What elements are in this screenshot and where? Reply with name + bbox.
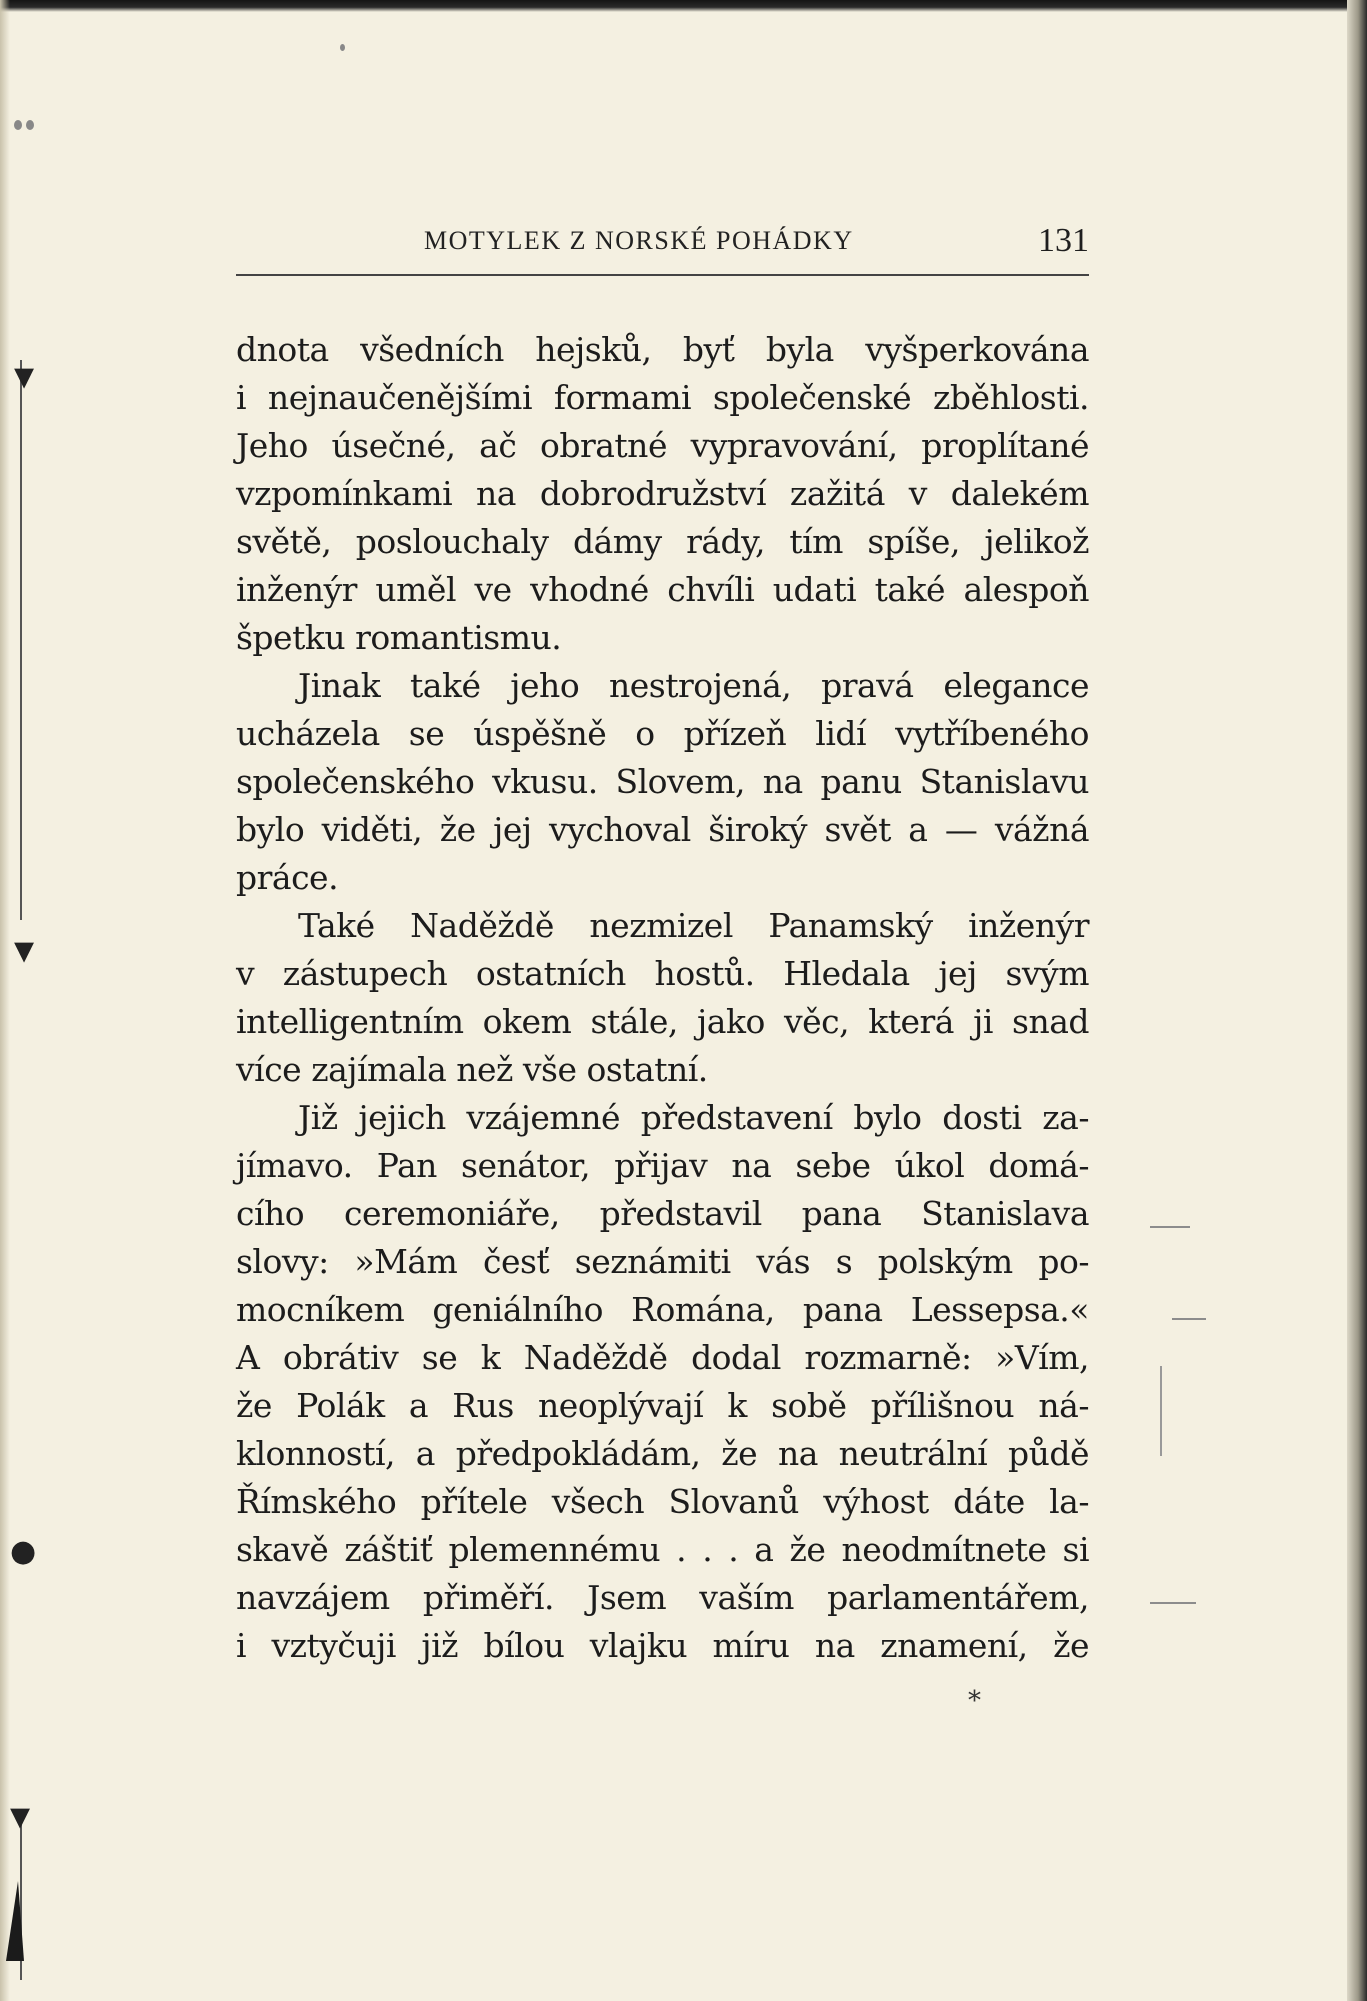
text-line: intelligentním okem stále, jako věc, která ji snad: [236, 1002, 1089, 1041]
text-line: dnota všedních hejsků, byť byla vyšperkována: [236, 330, 1089, 369]
text-line: i vztyčuji již bílou vlajku míru na znamení, že: [236, 1626, 1089, 1665]
text-line: práce.: [236, 858, 339, 897]
text-line: slovy: »Mám česť seznámiti vás s polským po-: [236, 1242, 1089, 1281]
text-line: skavě záštiť plemennému . . . a že neodmítnete si: [236, 1530, 1089, 1569]
text-line: Již jejich vzájemné představení bylo dosti za-: [298, 1098, 1089, 1137]
margin-pin-mark: ▾: [10, 1793, 31, 1839]
text-line: cího ceremoniáře, představil pana Stanislava: [236, 1194, 1089, 1233]
margin-dot: [340, 44, 345, 51]
text-line: Jeho úsečné, ač obratné vypravování, proplítané: [236, 426, 1089, 465]
text-line: společenského vkusu. Slovem, na panu Stanislavu: [236, 762, 1089, 801]
header-rule: [236, 274, 1089, 276]
right-margin-dash: [1172, 1318, 1206, 1320]
right-margin-dash: [1150, 1602, 1196, 1604]
corner-tear-mark: [4, 1871, 34, 1961]
text-line: že Polák a Rus neoplývají k sobě přílišnou ná-: [236, 1386, 1089, 1425]
running-title: MOTYLEK Z NORSKÉ POHÁDKY: [424, 226, 854, 255]
margin-pin-mark: ▾: [14, 927, 35, 973]
text-line: Také Naděždě nezmizel Panamský inženýr: [298, 906, 1089, 945]
text-line: navzájem přiměří. Jsem vaším parlamentářem,: [236, 1578, 1089, 1617]
scan-top-edge: [0, 0, 1367, 12]
text-line: více zajímala než vše ostatní.: [236, 1050, 708, 1089]
body-text: [236, 326, 1089, 1670]
text-line: jímavo. Pan senátor, přijav na sebe úkol domá-: [236, 1146, 1089, 1185]
text-line: Římského přítele všech Slovanů výhost dáte la-: [236, 1482, 1089, 1521]
text-line: vzpomínkami na dobrodružství zažitá v dalekém: [236, 474, 1089, 513]
text-line: ucházela se úspěšně o přízeň lidí vytříbeného: [236, 714, 1089, 753]
margin-pin-mark: ▾: [14, 353, 35, 399]
right-margin-rule: [1160, 1366, 1162, 1456]
text-line: inženýr uměl ve vhodné chvíli udati také alespoň: [236, 570, 1089, 609]
scan-right-edge: [1347, 0, 1367, 2001]
text-line: Jinak také jeho nestrojená, pravá elegance: [298, 666, 1089, 705]
text-line: v zástupech ostatních hostů. Hledala jej svým: [236, 954, 1089, 993]
text-line: špetku romantismu.: [236, 618, 562, 657]
text-line: bylo viděti, že jej vychoval široký svět a — vážná: [236, 810, 1089, 849]
right-margin-dash: [1150, 1226, 1190, 1228]
signature-mark: *: [968, 1686, 981, 1716]
scan-left-edge: [0, 0, 10, 2001]
text-line: klonností, a předpokládám, že na neutrální půdě: [236, 1434, 1089, 1473]
text-line: i nejnaučenějšími formami společenské zběhlosti.: [236, 378, 1089, 417]
margin-dot: [14, 120, 22, 130]
left-margin-rule: [20, 360, 22, 920]
margin-dot: [26, 120, 34, 130]
margin-pin-mark: ●: [10, 1534, 37, 1569]
text-line: A obrátiv se k Naděždě dodal rozmarně: »Vím,: [236, 1338, 1089, 1377]
page-number: 131: [1038, 222, 1089, 259]
text-line: mocníkem geniálního Romána, pana Lessepsa.«: [236, 1290, 1089, 1329]
text-line: světě, poslouchaly dámy rády, tím spíše, jelikož: [236, 522, 1089, 561]
